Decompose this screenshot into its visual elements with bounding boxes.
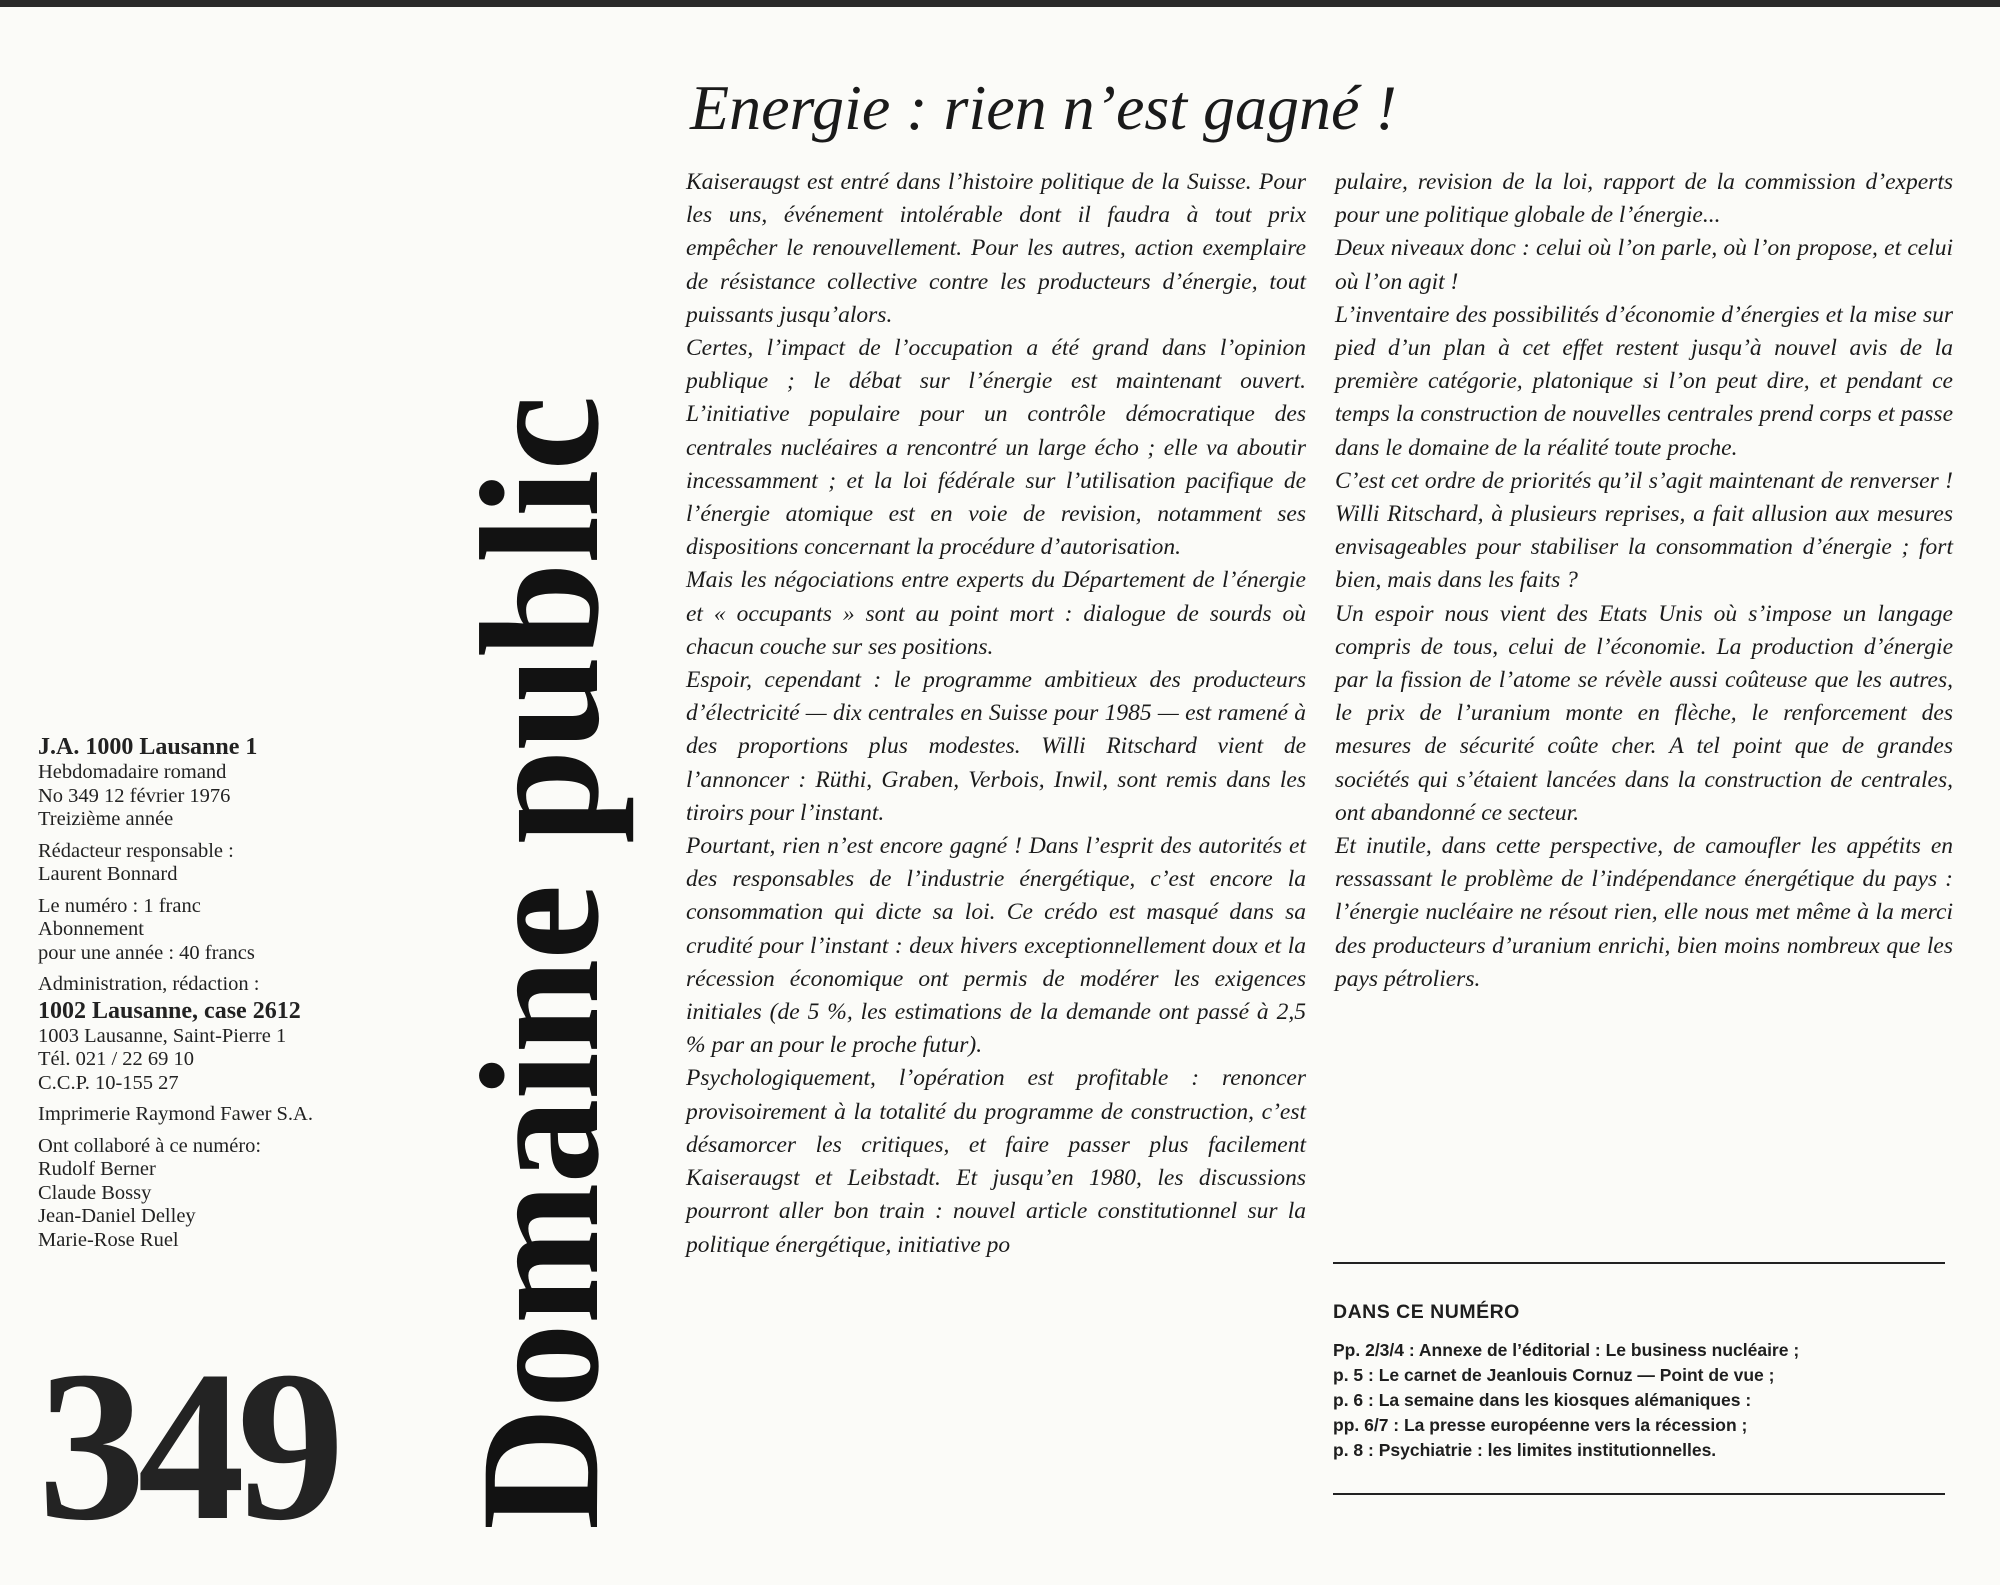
- editor-name: Laurent Bonnard: [38, 863, 178, 885]
- street-address: 1003 Lausanne, Saint-Pierre 1: [38, 1024, 287, 1047]
- address-line: J.A. 1000 Lausanne 1: [38, 734, 258, 760]
- article-column-left: [686, 166, 1306, 1262]
- paragraph: Mais les négociations entre experts du Département de l’énergie et « occupants » sont au point mort : dialogue de sourds où chacun couche sur ses positions.: [686, 567, 1306, 660]
- publication-type: Hebdomadaire romand: [38, 761, 227, 783]
- contents-item: p. 5 : Le carnet de Jeanlouis Cornuz — Point de vue ;: [1333, 1365, 1775, 1385]
- issue-info: [38, 733, 438, 1260]
- article-headline: Energie : rien n’est gagné !: [690, 72, 1397, 143]
- admin-label: Administration, rédaction :: [38, 973, 260, 995]
- issue-number: 349: [38, 1326, 337, 1565]
- contributor: Jean-Daniel Delley: [38, 1205, 196, 1227]
- phone-number: Tél. 021 / 22 69 10: [38, 1048, 195, 1070]
- paragraph: Certes, l’impact de l’occupation a été grand dans l’opinion publique ; le débat sur l’énergie est maintenant ouvert. L’initiative populaire pour un contrôle démocratique des centrales nucléaires a rencontré un large écho ; elle va aboutir incessamment ; et la loi fédérale sur l’utilisation pacifique de l’énergie atomique est en voie de revision, notamment ses dispositions concernant la procédure d’autorisation.: [686, 335, 1306, 561]
- masthead-title: [440, 160, 650, 1530]
- contributor: Marie-Rose Ruel: [38, 1228, 179, 1251]
- paragraph: Kaiseraugst est entré dans l’histoire politique de la Suisse. Pour les uns, événement intolérable dont il faudra à tout prix empêcher le renouvellement. Pour les autres, action exemplaire de résistance collective contre les producteurs d’énergie, tout puissants jusqu’alors.: [686, 169, 1306, 328]
- divider: [1333, 1493, 1945, 1495]
- masthead-title-text: Domaine public: [446, 396, 634, 1530]
- paragraph: Psychologiquement, l’opération est profitable : renoncer provisoirement à la totalité du programme de construction, c’est désamorcer les critiques, et faire passer plus facilement Kaiseraugst et Leibstadt. Et jusqu’en 1980, les discussions pourront aller bon train : nouvel article constitutionnel sur la politique énergétique, initiative po: [686, 1065, 1306, 1258]
- contents-box: [1333, 1262, 1945, 1495]
- printer-name: Imprimerie Raymond Fawer S.A.: [38, 1103, 313, 1125]
- subscription-price: pour une année : 40 francs: [38, 941, 255, 964]
- admin-address: 1002 Lausanne, case 2612: [38, 997, 301, 1024]
- paragraph: Deux niveaux donc : celui où l’on parle, où l’on propose, et celui où l’on agit !: [1335, 235, 1953, 295]
- contents-item: p. 8 : Psychiatrie : les limites institutionnelles.: [1333, 1440, 1717, 1460]
- paragraph: Un espoir nous vient des Etats Unis où s’impose un langage compris de tous, celui de l’économie. La production d’énergie par la fission de l’atome se révèle aussi coûteuse que les autres, le prix de l’uranium monte en flèche, le renforcement des mesures de sécurité coûte cher. A tel point que de grandes sociétés qui s’étaient lancées dans la construction de centrales, ont abandonné ce secteur.: [1335, 600, 1953, 826]
- publication-year: Treizième année: [38, 808, 174, 830]
- paragraph: C’est cet ordre de priorités qu’il s’agit maintenant de renverser ! Willi Ritschard, à plusieurs reprises, a fait allusion aux mesures envisageables pour stabiliser la consommation d’énergie ; fort bien, mais dans les faits ?: [1335, 467, 1953, 594]
- paragraph: L’inventaire des possibilités d’économie d’énergies et la mise sur pied d’un plan à cet effet restent jusqu’à nouvel avis de la première catégorie, platonique si l’on peut dire, et pendant ce temps la construction de nouvelles centrales prend corps et passe dans le domaine de la réalité toute proche.: [1335, 301, 1953, 461]
- contents-item: Pp. 2/3/4 : Annexe de l’éditorial : Le business nucléaire ;: [1333, 1340, 1800, 1360]
- contributors-label: Ont collaboré à ce numéro:: [38, 1134, 262, 1157]
- number-date: No 349 12 février 1976: [38, 784, 231, 807]
- editor-label: Rédacteur responsable :: [38, 839, 234, 862]
- contents-item: pp. 6/7 : La presse européenne vers la récession ;: [1333, 1415, 1748, 1435]
- contents-title: DANS CE NUMÉRO: [1333, 1301, 1520, 1323]
- article-column-right: [1335, 166, 1953, 996]
- divider: [1333, 1262, 1945, 1264]
- paragraph: pulaire, revision de la loi, rapport de la commission d’experts pour une politique globale de l’énergie...: [1335, 169, 1953, 229]
- contents-item: p. 6 : La semaine dans les kiosques alémaniques :: [1333, 1390, 1752, 1410]
- paragraph: Et inutile, dans cette perspective, de camoufler les appétits en ressassant le problème de l’indépendance énergétique du pays : l’énergie nucléaire ne résout rien, elle nous met même à la merci des producteurs d’uranium enrichi, bien moins nombreux que les pays pétroliers.: [1335, 833, 1953, 992]
- contents-list: [1333, 1338, 1945, 1463]
- contributor: Claude Bossy: [38, 1181, 152, 1204]
- issue-price: Le numéro : 1 franc: [38, 894, 201, 917]
- contributor: Rudolf Berner: [38, 1158, 156, 1180]
- paragraph: Espoir, cependant : le programme ambitieux des producteurs d’électricité — dix centrales en Suisse pour 1985 — est ramené à des proportions plus modestes. Willi Ritschard vient de l’annoncer : Rüthi, Graben, Verbois, Inwil, sont remis dans les tiroirs pour l’instant.: [686, 667, 1306, 826]
- paragraph: Pourtant, rien n’est encore gagné ! Dans l’esprit des autorités et des responsables de l’industrie énergétique, c’est encore la consommation qui dicte sa loi. Ce crédo est masqué dans sa crudité pour l’instant : deux hivers exceptionnellement doux et la récession économique ont permis de modérer les exigences initiales (de 5 %, les estimations de la demande ont passé à 2,5 % par an pour le proche futur).: [686, 833, 1306, 1059]
- subscription-label: Abonnement: [38, 918, 144, 940]
- ccp-number: C.C.P. 10-155 27: [38, 1071, 179, 1094]
